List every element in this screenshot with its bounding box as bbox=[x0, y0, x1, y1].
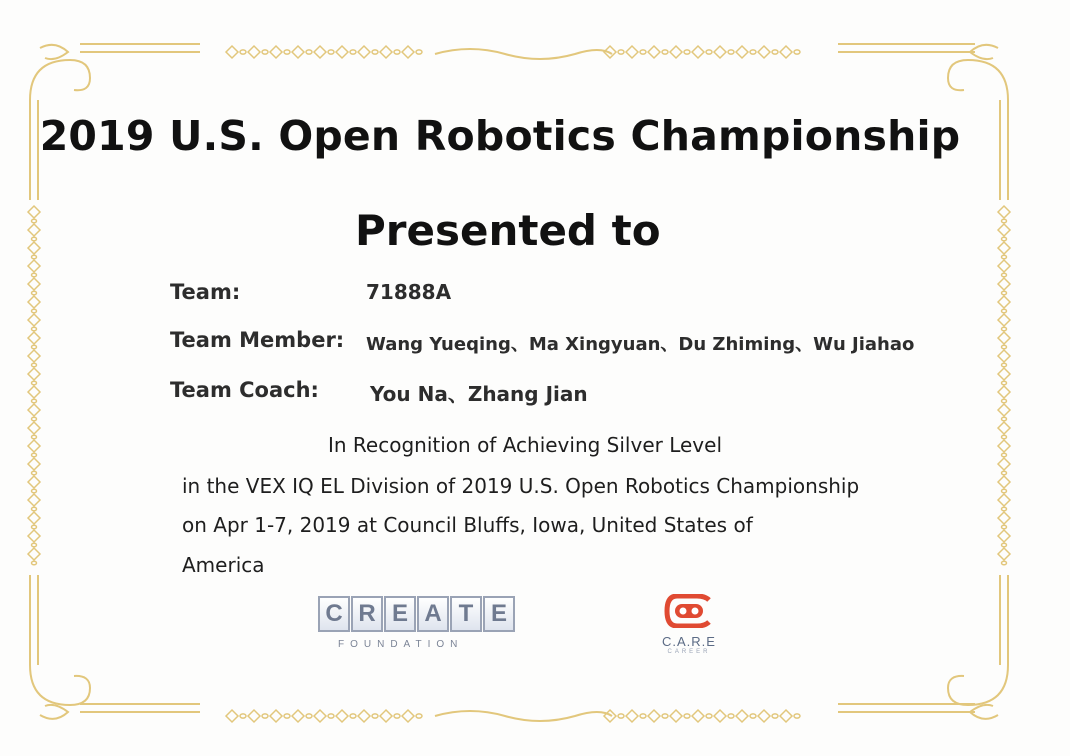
recognition-line-1: In Recognition of Achieving Silver Level bbox=[328, 433, 723, 457]
create-letter: T bbox=[450, 596, 482, 632]
team-value: 71888A bbox=[366, 280, 452, 304]
care-logo bbox=[644, 594, 734, 654]
create-foundation-logo bbox=[318, 596, 523, 656]
care-robot-icon bbox=[663, 594, 715, 628]
recognition-line-3: on Apr 1-7, 2019 at Council Bluffs, Iowa, United States of bbox=[182, 513, 753, 537]
presented-to-heading: Presented to bbox=[355, 206, 661, 255]
create-letter: A bbox=[417, 596, 449, 632]
team-member-label: Team Member: bbox=[170, 328, 345, 352]
create-foundation-subtitle: FOUNDATION bbox=[338, 639, 464, 650]
recognition-line-4: America bbox=[182, 553, 265, 577]
create-letter: R bbox=[351, 596, 383, 632]
care-name: C.A.R.E bbox=[662, 634, 716, 649]
team-coach-label: Team Coach: bbox=[170, 378, 319, 402]
care-subtitle: CAREER bbox=[667, 649, 711, 655]
team-label: Team: bbox=[170, 280, 241, 304]
create-letter: E bbox=[483, 596, 515, 632]
create-letter: E bbox=[384, 596, 416, 632]
team-member-value: Wang Yueqing、Ma Xingyuan、Du Zhiming、Wu Jiahao bbox=[366, 334, 915, 355]
create-letters bbox=[318, 596, 523, 632]
certificate-title: 2019 U.S. Open Robotics Championship bbox=[39, 112, 961, 160]
team-coach-value: You Na、Zhang Jian bbox=[370, 382, 588, 406]
create-letter: C bbox=[318, 596, 350, 632]
recognition-line-2: in the VEX IQ EL Division of 2019 U.S. Open Robotics Championship bbox=[182, 474, 860, 498]
